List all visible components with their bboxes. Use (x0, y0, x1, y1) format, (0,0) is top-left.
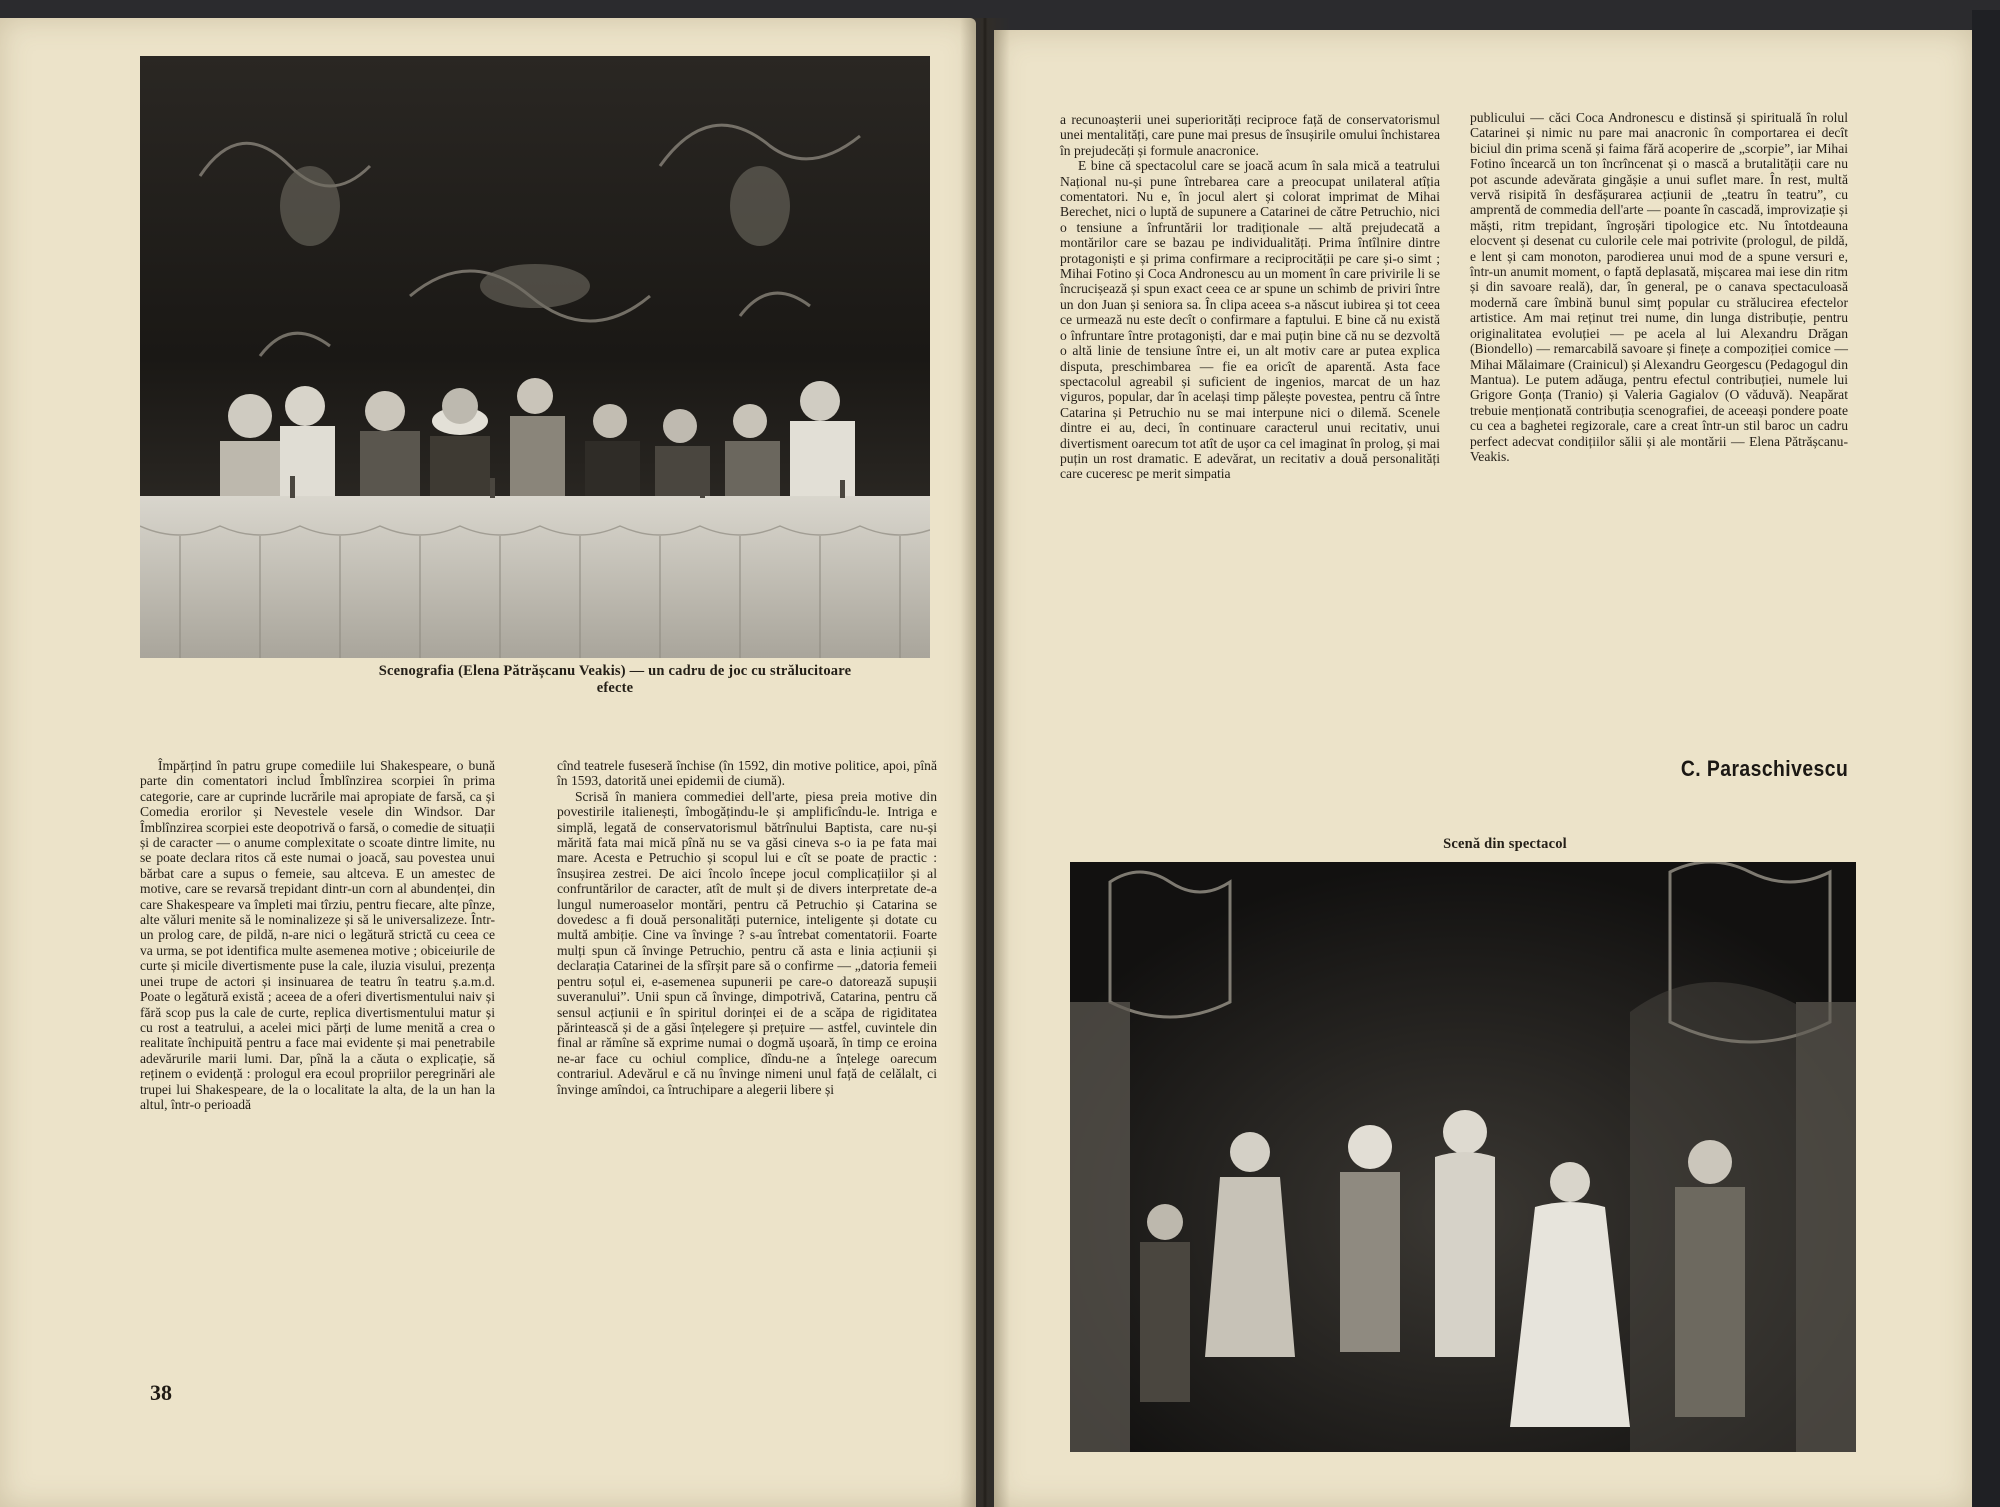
right-photo-caption: Scenă din spectacol (1443, 836, 1567, 852)
left-caption-line-2: efecte (596, 679, 634, 696)
paragraph: Scrisă în maniera commediei dell'arte, piesa preia motive din povestirile italienești, îmbogățindu-le și amplificîndu-le. Intriga e simplă, legată de conservatorismul bătrînului Baptista, care nu-și mărită fata mai mică pînă nu se va găsi cineva s-o ia pe fata mai mare. Acesta e Petruchio și scopul lui e cît se poate de practic : însușirea zestrei. De aici încolo începe jocul complicațiilor și al confruntărilor de caracter, atît de mult și de divers interpretate de-a lungul numeroaselor montări, pentru că Petruchio și Catarina se dovedesc a fi două personalități puternice, inteligente și dotate cu multă ambiție. Cine va învinge ? s-au întrebat comentatorii. Foarte mulți spun că învinge Petruchio, pentru că asta e linia acțiunii și declarația Catarinei de la sfîrșit pare să o confirme — „datoria femeii pentru soțul ei, e-asemenea supunerii pe care-o datorează supușii suveranului”. Unii spun că învinge, dimpotrivă, Catarina, pentru că sensul acțiunii e în spiritul dorinței ei de a scăpa de rigiditatea părintească și de a găsi înțelegere și prețuire — astfel, cuvintele din final ar rămîne să exprime numai o dogmă ușoară, în timp ce eroina ne-ar face cu ochiul complice, dîndu-ne a înțelege oarecum contrariul. Adevărul e că nu învinge nimeni unul față de celălalt, ci învinge amîndoi, ca întruchipare a alegerii libere și (557, 788, 937, 1097)
paragraph: a recunoașterii unei superiorități reciproce față de conservatorismul unei mentalități, care pune mai presus de însușirile omului închistarea în prejudecăți și formule anacronice. (1060, 112, 1440, 158)
paragraph: publicului — căci Coca Andronescu e distinsă și spirituală în rolul Catarinei și nimic nu pare mai anacronic în comportarea ei decît biciul din prima scenă și faima fără acoperire de „scorpie”, iar Mihai Fotino încearcă un ton încrîncenat și o mască a brutalității care nu pot ascunde adevărata gingășie a unui suflet mare. În rest, multă vervă risipită în desfășurarea acțiunii de „teatru în teatru”, cu amprentă de commedia dell'arte — poante în cascadă, improvizație și măști, ritm trepidant, îngroșări tipologice etc. Nu întotdeauna elocvent și desenat cu culorile cele mai potrivite (prologul, de pildă, e lent și cam monoton, parodierea unui mod de a spune versuri e, într-un anumit moment, o faptă deplasată, mișcarea mai iese din ritm și din savoare reală), dar, în general, pe o canava spectaculoasă modernă care îmbină bunul simț popular cu strălucirea efectelor artistice. Am mai reținut trei nume, din lunga distribuție, pentru originalitatea evoluției — pe acela al lui Alexandru Drăgan (Biondello) — remarcabilă savoare și finețe a compoziției comice — Mihai Mălaimare (Crainicul) și Alexandru Georgescu (Pedagogul din Mantua). Le putem adăuga, pentru efectul contribuției, numele lui Grigore Gonța (Tranio) și Valeria Gagialov (O văduvă). Neapărat trebuie menționată contribuția scenografiei, de aceeași pondere poate cu cea a baghetei regizorale, care a creat într-un stil baroc un cadru perfect adecvat condițiilor sălii și ale montării — Elena Pătrășcanu-Veakis. (1470, 110, 1848, 464)
paragraph: E bine că spectacolul care se joacă acum în sala mică a teatrului Național nu-și pune întrebarea care a preocupat unilateral atîția comentatori. Nu e, în jocul alert și colorat imprimat de Mihai Berechet, nici o luptă de supunere a Catarinei de către Petruchio, nici o tensiune a înfruntării lor tradiționale — altă prejudecată a montărilor care se bazau pe individualități. Prima întîlnire dintre protagoniști e și prima confirmare a reciprocității pe care și-o simt ; Mihai Fotino și Coca Andronescu au un moment în care privirile li se încrucișează și spun exact ceea ce ar spune un schimb de priviri între un don Juan și seniora sa. În clipa aceea s-a născut iubirea și tot ceea ce urmează nu este decît o confirmare a faptului. E bine că nu există o înfruntare între protagoniști, dar e mai puțin bine că nu se dezvoltă o altă linie de tensiune între ei, un alt motiv care ar putea explica disputa, preschimbarea — fie ea oricît de aparentă. Asta face spectacolul agreabil și suficient de ingenios, marcat de un haz viguros, popular, dar în același timp pălește povestea, pentru că între Catarina și Petruchio nu se mai interpune nici o dilemă. Scenele dintre ei au, deci, în continuare caracterul unui recitativ, unui divertisment oarecum tot atît de ușor ca cel imaginat în prolog, și mai puțin un rost dramatic. E adevărat, un recitativ a două personalități care cuceresc pe merit simpatia (1060, 158, 1440, 482)
left-photo-caption (270, 663, 960, 696)
right-column-1 (1060, 112, 1440, 482)
paragraph: cînd teatrele fuseseră închise (în 1592, din motive politice, apoi, pînă în 1593, datorită unei epidemii de ciumă). (557, 758, 937, 789)
page-number: 38 (150, 1380, 172, 1405)
stage-scene-photo (1070, 862, 1856, 1452)
right-column-2 (1470, 110, 1848, 464)
left-column-1 (140, 758, 495, 1112)
left-column-2 (557, 758, 937, 1097)
banquet-scene-photo (140, 56, 930, 658)
paragraph: Împărțind în patru grupe comediile lui Shakespeare, o bună parte din comentatori includ Îmblînzirea scorpiei în prima categorie, care ar cuprinde lucrările mai apropiate de farsă, ca și Comedia erorilor și Nevestele vesele din Windsor. Dar Îmblînzirea scorpiei este deopotrivă o farsă, o comedie de situații și de caracter — o anume complexitate o scoate dintre limite, nu se poate declara ritos că este numai o joacă, sau povestea unui bărbat care a supus o femeie, sau altceva. E un amestec de motive, care se revarsă trepidant dintr-un corn al abundenței, din care Shakespeare va împleti mai tîrziu, pentru fiecare, alte pînze, alte văluri menite să le nominalizeze și să le universalizeze. Într-un prolog care, de pildă, n-are nici o legătură strictă cu ceea ce va urma, se pot identifica multe asemenea motive ; obiceiurile de curte și micile divertismente puse la cale, iluzia visului, prezența unei trupe de actori și insinuarea de teatru în teatru ș.a.m.d. Poate o legătură există ; aceea de a oferi divertismentului naiv și fără scop pus la cale de curte, replica divertismentului matur și cu rost a teatrului, a acelei mici părți de lume menită a crea o realitate închipuită pentru a face mai evidente și mai penetrabile adevărurile marii lumi. Dar, pînă la a căuta o explicație, să reținem o evidență : prologul era ecoul propriilor peregrinări ale trupei lui Shakespeare, de la o localitate la alta, de la un han la altul, într-o perioadă (140, 758, 495, 1112)
book-cover-edge (1972, 10, 2000, 1507)
left-caption-line-1: Scenografia (Elena Pătrășcanu Veakis) — un cadru de joc cu strălucitoare (378, 663, 852, 679)
author-signature: C. Paraschivescu (1680, 756, 1848, 781)
book-gutter (960, 18, 1010, 1507)
